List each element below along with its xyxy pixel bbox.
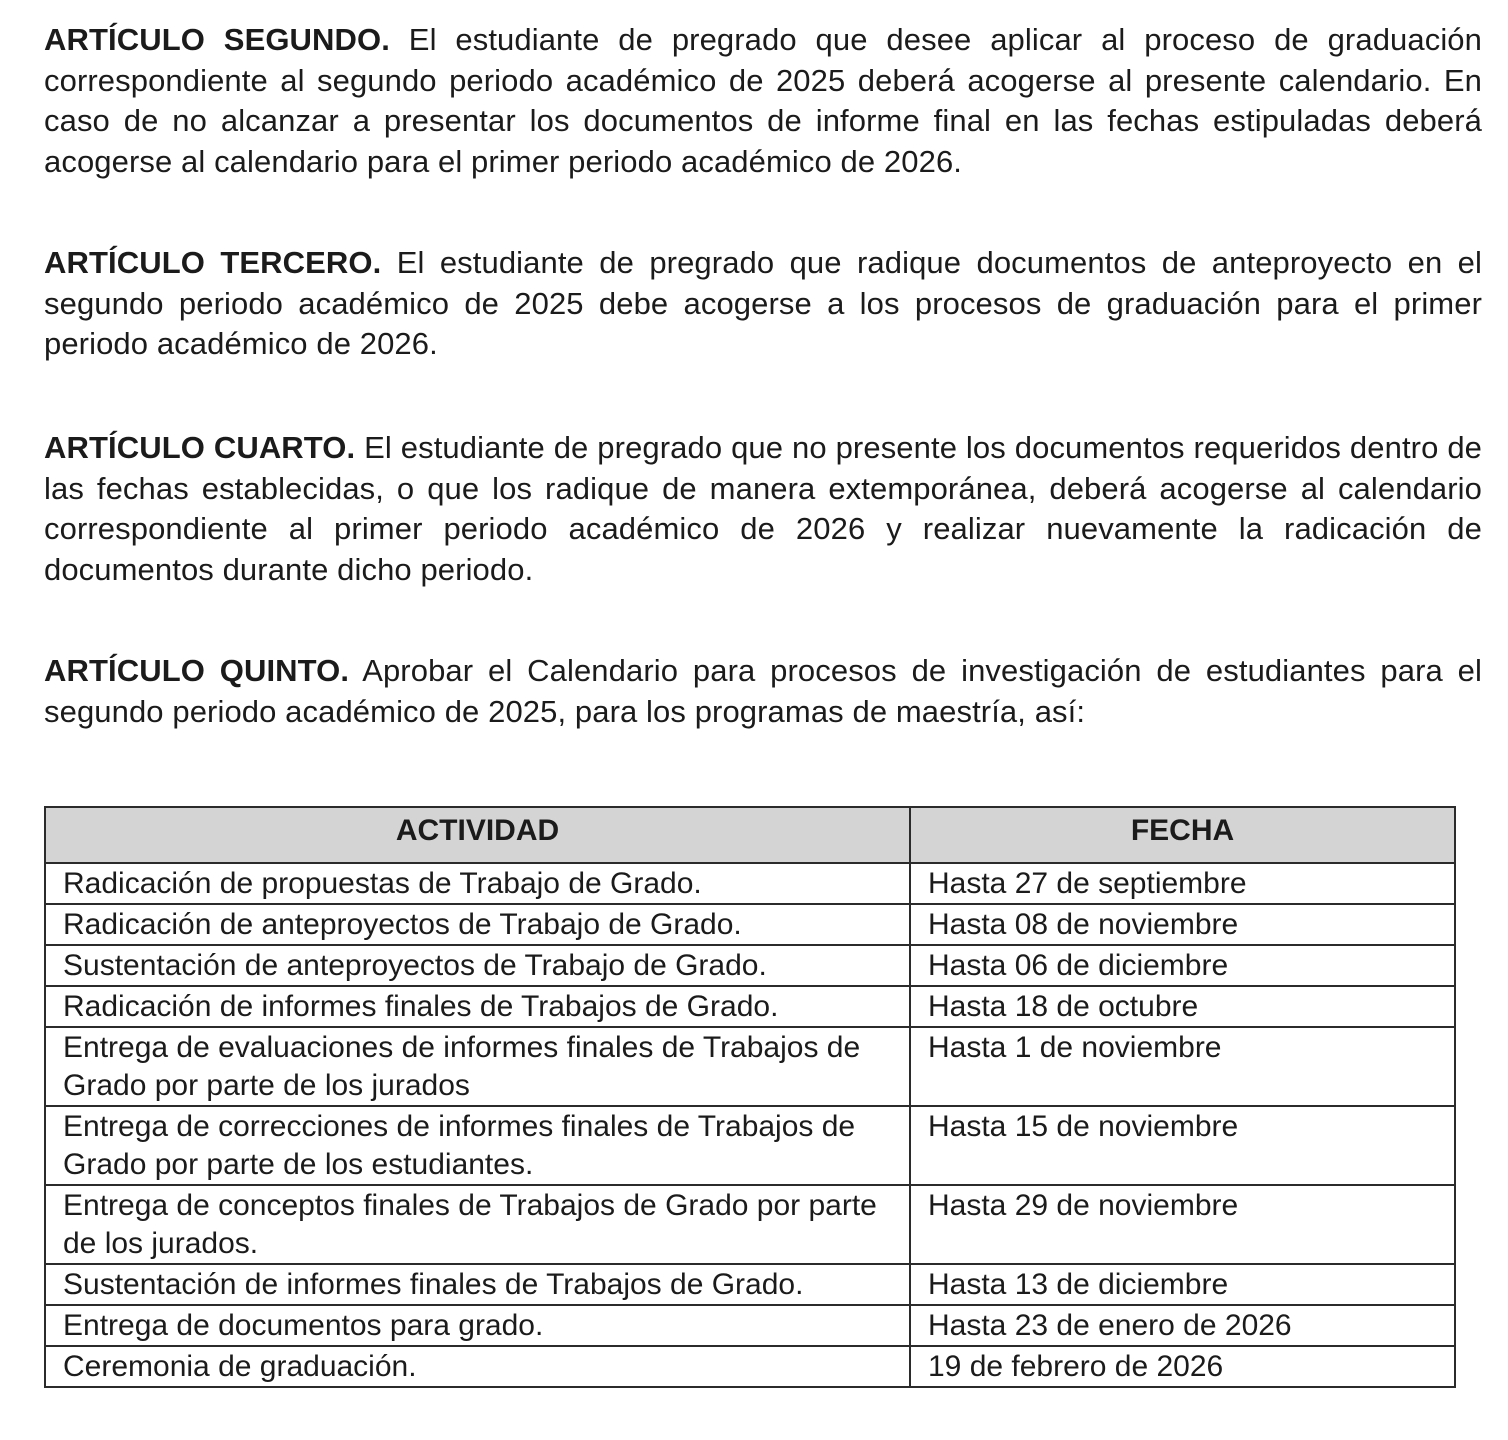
date-cell: Hasta 18 de octubre (910, 986, 1455, 1027)
activity-cell: Radicación de anteproyectos de Trabajo de Grado. (45, 904, 910, 945)
date-cell: Hasta 08 de noviembre (910, 904, 1455, 945)
table-header-row (45, 807, 1455, 863)
table-row (45, 904, 1455, 945)
article-text: Aprobar el Calendario para procesos de investigación de estudiantes para el segundo periodo académico de 2025, para los programas de maestría, así: (44, 653, 1482, 729)
activity-cell: Sustentación de informes finales de Trabajos de Grado. (45, 1264, 910, 1305)
calendar-table (44, 806, 1456, 1388)
activity-cell: Entrega de evaluaciones de informes finales de Trabajos de Grado por parte de los jurados (45, 1027, 910, 1106)
date-cell: Hasta 1 de noviembre (910, 1027, 1455, 1106)
table-row (45, 1346, 1455, 1387)
article-cuarto (44, 428, 1482, 590)
table-row (45, 945, 1455, 986)
table-row (45, 986, 1455, 1027)
date-cell: Hasta 06 de diciembre (910, 945, 1455, 986)
article-title: ARTÍCULO CUARTO. (44, 430, 356, 465)
article-text: El estudiante de pregrado que desee aplicar al proceso de graduación correspondiente al segundo periodo académico de 2025 deberá acogerse al presente calendario. En caso de no alcanzar a presentar los documentos de informe final en las fechas estipuladas deberá acogerse al calendario para el primer periodo académico de 2026. (44, 22, 1482, 179)
date-cell: Hasta 15 de noviembre (910, 1106, 1455, 1185)
header-date: FECHA (910, 807, 1455, 863)
table-row (45, 863, 1455, 904)
article-text: El estudiante de pregrado que no presente los documentos requeridos dentro de las fechas establecidas, o que los radique de manera extemporánea, deberá acogerse al calendario correspondiente al primer periodo académico de 2026 y realizar nuevamente la radicación de documentos durante dicho periodo. (44, 430, 1482, 587)
date-cell: Hasta 27 de septiembre (910, 863, 1455, 904)
date-cell: Hasta 29 de noviembre (910, 1185, 1455, 1264)
header-activity: ACTIVIDAD (45, 807, 910, 863)
article-text: El estudiante de pregrado que radique documentos de anteproyecto en el segundo periodo académico de 2025 debe acogerse a los procesos de graduación para el primer periodo académico de 2026. (44, 245, 1483, 361)
table-row (45, 1106, 1455, 1185)
article-tercero (44, 243, 1482, 365)
activity-cell: Entrega de conceptos finales de Trabajos de Grado por parte de los jurados. (45, 1185, 910, 1264)
activity-cell: Entrega de documentos para grado. (45, 1305, 910, 1346)
date-cell: Hasta 13 de diciembre (910, 1264, 1455, 1305)
article-segundo (44, 20, 1482, 182)
activity-cell: Radicación de informes finales de Trabajos de Grado. (45, 986, 910, 1027)
activity-cell: Sustentación de anteproyectos de Trabajo de Grado. (45, 945, 910, 986)
activity-cell: Entrega de correcciones de informes finales de Trabajos de Grado por parte de los estudiantes. (45, 1106, 910, 1185)
activity-cell: Ceremonia de graduación. (45, 1346, 910, 1387)
article-title: ARTÍCULO TERCERO. (44, 245, 382, 280)
article-title: ARTÍCULO SEGUNDO. (44, 22, 390, 57)
table-row (45, 1305, 1455, 1346)
article-quinto (44, 651, 1482, 732)
table-row (45, 1027, 1455, 1106)
date-cell: Hasta 23 de enero de 2026 (910, 1305, 1455, 1346)
activity-cell: Radicación de propuestas de Trabajo de Grado. (45, 863, 910, 904)
date-cell: 19 de febrero de 2026 (910, 1346, 1455, 1387)
table-row (45, 1185, 1455, 1264)
table-row (45, 1264, 1455, 1305)
article-title: ARTÍCULO QUINTO. (44, 653, 350, 688)
